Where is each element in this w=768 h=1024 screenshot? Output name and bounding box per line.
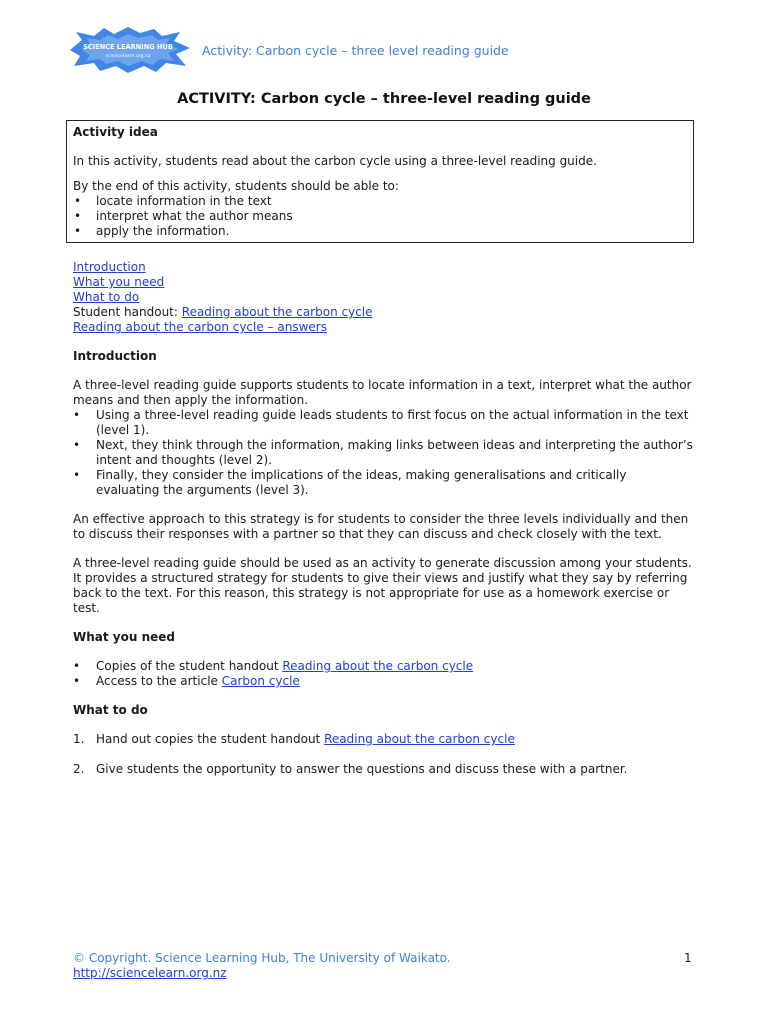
outcome-item: • locate information in the text <box>73 194 687 209</box>
introduction-heading: Introduction <box>73 349 157 363</box>
toc-link-introduction[interactable]: Introduction <box>73 260 146 274</box>
page-title: ACTIVITY: Carbon cycle – three-level reading guide <box>177 91 591 107</box>
list-item: • Using a three-level reading guide leads students to first focus on the actual information in the text (level 1). <box>73 408 689 437</box>
step-item: 1. Hand out copies the student handout Reading about the carbon cycle <box>73 732 515 746</box>
handout-label: Student handout: <box>73 305 178 319</box>
outcome-item: • interpret what the author means <box>73 209 687 224</box>
activity-idea-heading: Activity idea <box>73 125 158 139</box>
introduction-list <box>73 408 693 498</box>
science-learning-hub-logo <box>64 26 192 74</box>
what-to-do-heading: What to do <box>73 703 148 717</box>
activity-intro: In this activity, students read about the carbon cycle using a three-level reading guide. <box>73 154 597 168</box>
page-footer <box>73 951 451 981</box>
what-to-do-list <box>73 732 693 777</box>
header-title: Activity: Carbon cycle – three level reading guide <box>202 43 509 58</box>
toc-link-answers[interactable]: Reading about the carbon cycle – answers <box>73 320 327 334</box>
copyright-text: © Copyright. Science Learning Hub, The University of Waikato. <box>73 951 451 965</box>
activity-idea-box <box>66 120 694 243</box>
list-item: • Next, they think through the information, making links between ideas and interpreting the author’s intent and thoughts (level 2). <box>73 438 693 467</box>
toc-link-what-you-need[interactable]: What you need <box>73 275 165 289</box>
step-handout-link[interactable]: Reading about the carbon cycle <box>324 732 515 746</box>
table-of-contents <box>73 260 373 335</box>
sciencelearn-url-link[interactable]: http://sciencelearn.org.nz <box>73 966 227 980</box>
outcomes-lead: By the end of this activity, students should be able to: <box>73 179 399 193</box>
handout-link[interactable]: Reading about the carbon cycle <box>282 659 474 673</box>
strategy-para: An effective approach to this strategy is for students to consider the three levels individually and then to discuss their responses with a partner so that they can discuss and check closely with the text. <box>73 512 689 541</box>
list-item: • Access to the article Carbon cycle <box>73 674 300 688</box>
toc-link-what-to-do[interactable]: What to do <box>73 290 140 304</box>
discussion-para: A three-level reading guide should be used as an activity to generate discussion among your students. It provides a structured strategy for students to give their views and justify what they say by referring back to the text. For this reason, this strategy is not appropriate for use as a homework exercise or test. <box>73 556 692 615</box>
outcome-item: • apply the information. <box>73 224 687 239</box>
logo-text: SCIENCE LEARNING HUB <box>83 43 173 51</box>
document-body <box>73 349 693 791</box>
introduction-para: A three-level reading guide supports students to locate information in a text, interpret what the author means and then apply the information. <box>73 378 692 407</box>
step-item: 2. Give students the opportunity to answer the questions and discuss these with a partner. <box>73 762 628 776</box>
carbon-cycle-article-link[interactable]: Carbon cycle <box>221 674 300 688</box>
toc-link-handout[interactable]: Reading about the carbon cycle <box>181 305 373 319</box>
logo-subtext: sciencelearn.org.nz <box>105 54 151 59</box>
list-item: • Finally, they consider the implications of the ideas, making generalisations and critically evaluating the arguments (level 3). <box>73 468 627 497</box>
page-number: 1 <box>684 951 692 965</box>
what-you-need-heading: What you need <box>73 630 175 644</box>
what-you-need-list <box>73 659 693 689</box>
list-item: • Copies of the student handout Reading about the carbon cycle <box>73 659 474 673</box>
